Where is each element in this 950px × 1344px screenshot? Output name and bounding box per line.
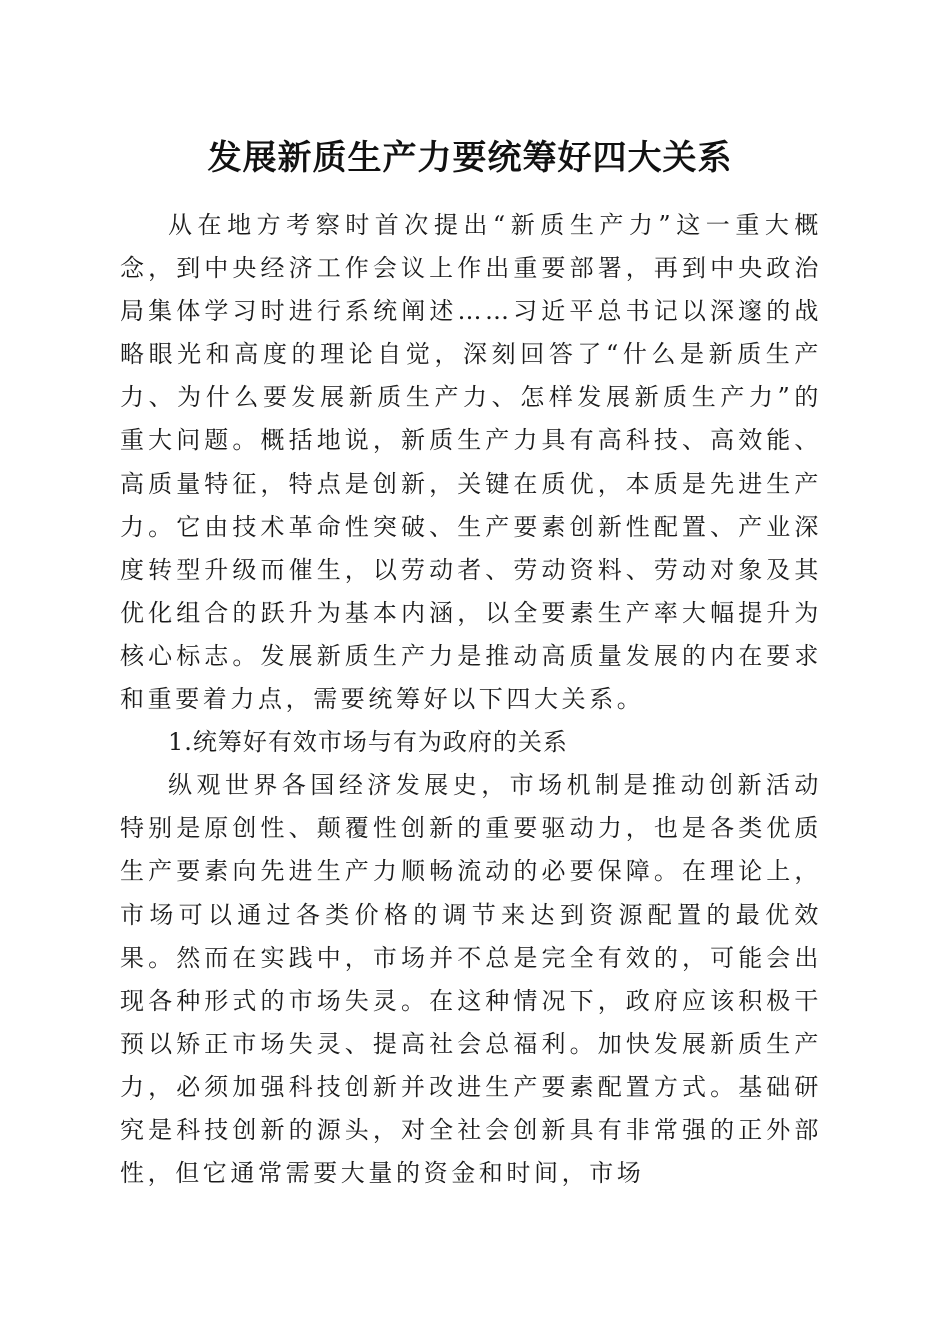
document-title: 发展新质生产力要统筹好四大关系 [207, 138, 733, 178]
section-1-paragraph: 纵观世界各国经济发展史，市场机制是推动创新活动特别是原创性、颠覆性创新的重要驱动力，也是各类优质生产要素向先进生产力顺畅流动的必要保障。在理论上，市场可以通过各类价格的调节来达到资源配置的最优效果。然而在实践中，市场并不总是完全有效的，可能会出现各种形式的市场失灵。在这种情况下，政府应该积极干预以矫正市场失灵、提高社会总福利。加快发展新质生产力，必须加强科技创新并改进生产要素配置方式。基础研究是科技创新的源头，对全社会创新具有非常强的正外部性，但它通常需要大量的资金和时间，市场 [120, 771, 822, 1188]
document-body [120, 204, 822, 1195]
section-heading-1: 1.统筹好有效市场与有为政府的关系 [168, 728, 568, 757]
intro-paragraph: 从在地方考察时首次提出“新质生产力”这一重大概念，到中央经济工作会议上作出重要部署，再到中央政治局集体学习时进行系统阐述……习近平总书记以深邃的战略眼光和高度的理论自觉，深刻回答了“什么是新质生产力、为什么要发展新质生产力、怎样发展新质生产力”的重大问题。概括地说，新质生产力具有高科技、高效能、高质量特征，特点是创新，关键在质优，本质是先进生产力。它由技术革命性突破、生产要素创新性配置、产业深度转型升级而催生，以劳动者、劳动资料、劳动对象及其优化组合的跃升为基本内涵，以全要素生产率大幅提升为核心标志。发展新质生产力是推动高质量发展的内在要求和重要着力点，需要统筹好以下四大关系。 [120, 211, 822, 714]
